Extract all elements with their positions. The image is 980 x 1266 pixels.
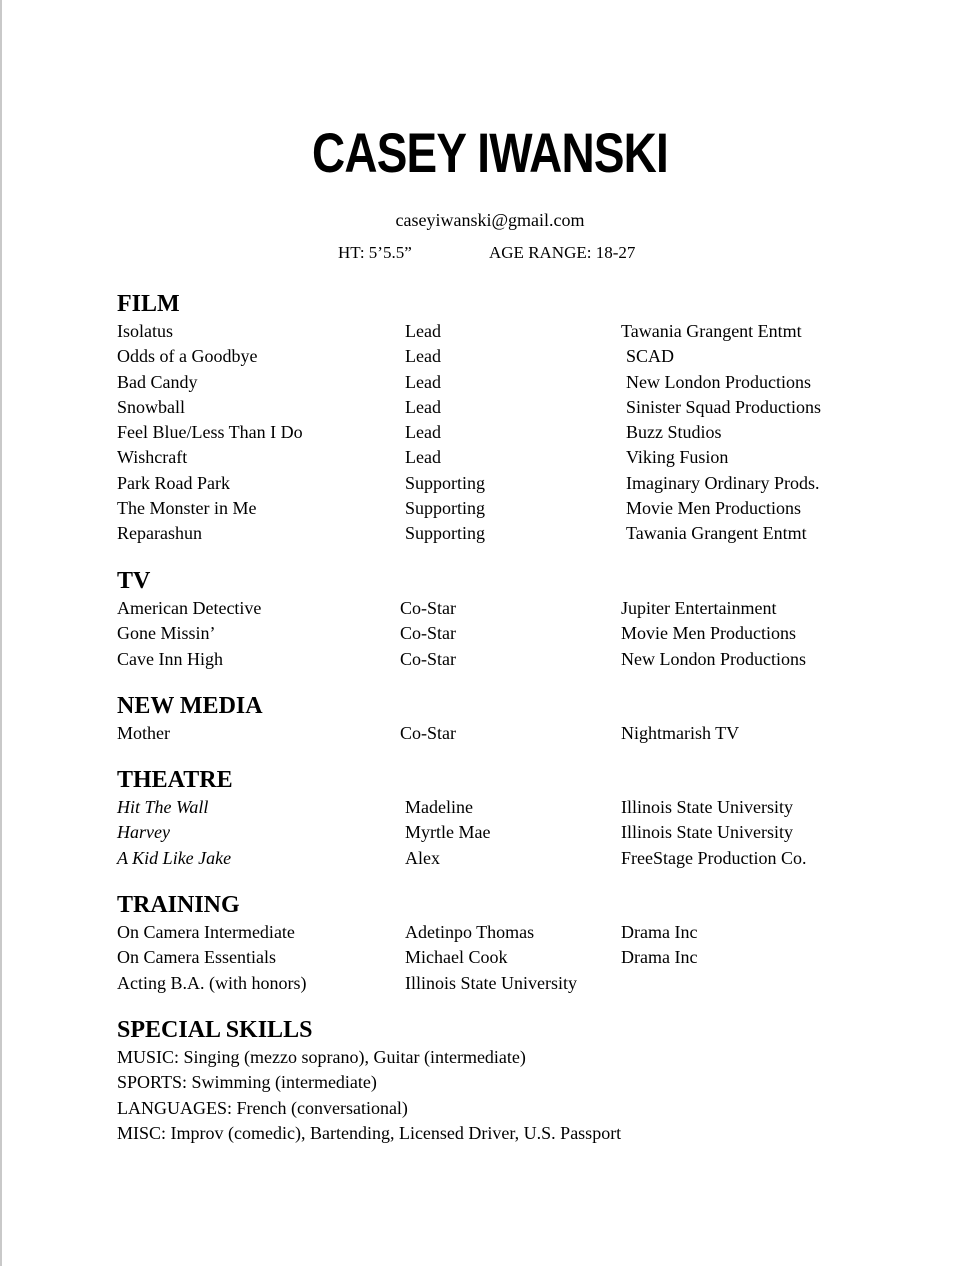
training-course: On Camera Intermediate xyxy=(117,922,295,942)
training-instructor: Michael Cook xyxy=(405,947,508,968)
credit-company: Tawania Grangent Entmt xyxy=(626,523,807,544)
credit-role: Lead xyxy=(405,396,441,417)
credit-row xyxy=(117,647,877,672)
credit-role: Supporting xyxy=(405,472,486,493)
credit-role: Lead xyxy=(405,321,441,341)
training-course: On Camera Essentials xyxy=(117,947,276,968)
credit-row xyxy=(117,496,877,521)
credit-title: Harvey xyxy=(117,822,170,843)
credit-role: Supporting xyxy=(405,498,486,519)
credit-company: Movie Men Productions xyxy=(621,623,796,644)
credit-title: Park Road Park xyxy=(117,472,230,493)
new-media-section xyxy=(117,691,877,746)
credit-title: Isolatus xyxy=(117,321,173,341)
credit-title: Cave Inn High xyxy=(117,648,223,669)
section-title-tv: TV xyxy=(117,568,151,594)
credit-title: Gone Missin’ xyxy=(117,623,216,644)
credit-role: Lead xyxy=(405,447,441,468)
credit-role: Lead xyxy=(405,422,441,443)
section-title-training: TRAINING xyxy=(117,892,240,918)
credit-company: Imaginary Ordinary Prods. xyxy=(626,472,820,493)
credit-title: Mother xyxy=(117,723,170,743)
credit-company: Sinister Squad Productions xyxy=(626,396,822,417)
credit-company: Tawania Grangent Entmt xyxy=(621,321,802,341)
credit-company: Buzz Studios xyxy=(626,422,722,443)
credit-company: Viking Fusion xyxy=(626,447,729,468)
credit-company: New London Productions xyxy=(621,648,806,669)
credit-title: American Detective xyxy=(117,598,262,618)
credit-role: Alex xyxy=(405,847,440,868)
skill-line-music: MUSIC: Singing (mezzo soprano), Guitar (intermediate) xyxy=(117,1047,526,1067)
training-row xyxy=(117,945,877,970)
tv-section xyxy=(117,566,877,672)
skill-line-misc: MISC: Improv (comedic), Bartending, Licensed Driver, U.S. Passport xyxy=(117,1122,622,1143)
training-course: Acting B.A. (with honors) xyxy=(117,972,307,993)
training-section xyxy=(117,890,877,996)
section-title-film: FILM xyxy=(117,291,180,317)
training-instructor: Illinois State University xyxy=(405,972,577,993)
skill-line-languages: LANGUAGES: French (conversational) xyxy=(117,1097,408,1118)
credit-role: Lead xyxy=(405,346,441,367)
credit-title: Bad Candy xyxy=(117,371,198,392)
credit-title: Odds of a Goodbye xyxy=(117,346,258,367)
credit-row xyxy=(117,721,877,746)
training-row xyxy=(117,971,877,996)
section-title-new-media: NEW MEDIA xyxy=(117,693,263,719)
credit-company: Illinois State University xyxy=(621,822,793,843)
age-range-stat: AGE RANGE: 18-27 xyxy=(489,243,636,262)
credit-row xyxy=(117,846,877,871)
credit-role: Supporting xyxy=(405,523,486,544)
credit-row xyxy=(117,621,877,646)
training-instructor: Adetinpo Thomas xyxy=(405,922,535,942)
credit-row xyxy=(117,445,877,470)
section-title-special-skills: SPECIAL SKILLS xyxy=(117,1017,313,1043)
credit-row xyxy=(117,521,877,546)
theatre-section xyxy=(117,765,877,871)
credit-row xyxy=(117,471,877,496)
credit-title: Hit The Wall xyxy=(117,797,209,817)
training-school: Drama Inc xyxy=(621,922,698,942)
height-stat: HT: 5’5.5” xyxy=(338,243,412,262)
credit-row xyxy=(117,319,877,344)
credit-title: A Kid Like Jake xyxy=(117,847,232,868)
credit-title: Wishcraft xyxy=(117,447,188,468)
credit-role: Co-Star xyxy=(400,723,456,743)
credit-row xyxy=(117,420,877,445)
credit-title: The Monster in Me xyxy=(117,498,257,519)
credit-title: Snowball xyxy=(117,396,186,417)
credit-role: Myrtle Mae xyxy=(405,822,491,843)
credit-company: New London Productions xyxy=(626,371,811,392)
special-skills-section xyxy=(117,1015,877,1146)
credit-title: Reparashun xyxy=(117,523,202,544)
credit-row xyxy=(117,370,877,395)
credit-company: Jupiter Entertainment xyxy=(621,598,777,618)
credit-company: Illinois State University xyxy=(621,797,793,817)
skill-line-sports: SPORTS: Swimming (intermediate) xyxy=(117,1072,377,1093)
credit-role: Co-Star xyxy=(400,623,456,644)
credit-role: Madeline xyxy=(405,797,473,817)
credit-company: FreeStage Production Co. xyxy=(621,847,807,868)
credit-row xyxy=(117,596,877,621)
actor-name: CASEY IWANSKI xyxy=(312,121,668,184)
contact-email: caseyiwanski@gmail.com xyxy=(395,210,585,230)
section-title-theatre: THEATRE xyxy=(117,767,233,793)
credit-company: SCAD xyxy=(626,346,675,367)
film-section xyxy=(117,289,877,547)
credit-row xyxy=(117,344,877,369)
credit-row xyxy=(117,395,877,420)
credit-company: Movie Men Productions xyxy=(626,498,801,519)
credit-role: Co-Star xyxy=(400,598,456,618)
page-left-edge xyxy=(0,0,2,1266)
training-school: Drama Inc xyxy=(621,947,698,968)
credit-company: Nightmarish TV xyxy=(621,723,740,743)
training-row xyxy=(117,920,877,945)
credit-row xyxy=(117,820,877,845)
credit-role: Lead xyxy=(405,371,441,392)
credit-role: Co-Star xyxy=(400,648,456,669)
credit-title: Feel Blue/Less Than I Do xyxy=(117,422,303,443)
credit-row xyxy=(117,795,877,820)
